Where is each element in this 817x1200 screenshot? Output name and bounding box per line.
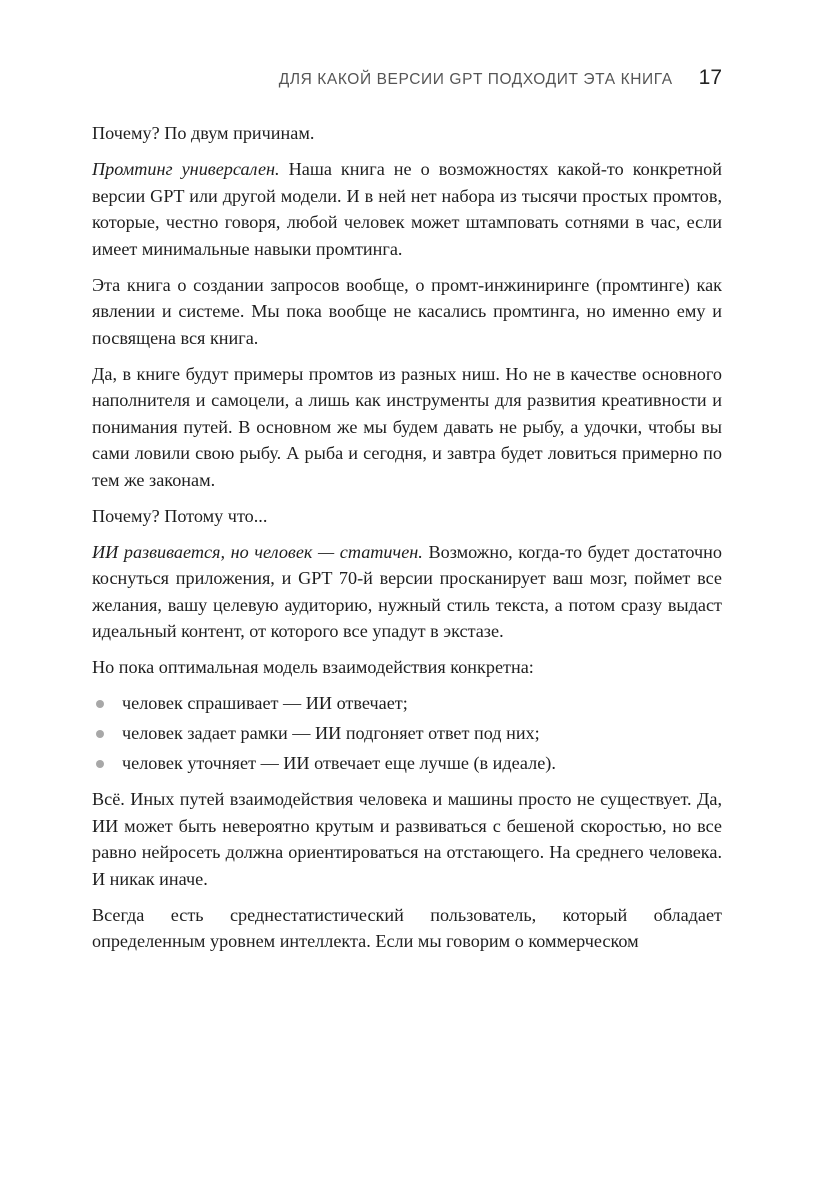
paragraph-3: Эта книга о создании запросов вообще, о промт-инжиниринге (промтинге) как явлении и системе. Мы пока вообще не касались промтинга, но именно ему и посвящена вся книга. (92, 274, 722, 348)
paragraph-1: Почему? По двум причинам. (92, 123, 315, 143)
page-number: 17 (698, 66, 722, 89)
paragraph-6-lead: ИИ развивается, но человек — статичен. (92, 541, 423, 562)
bullet-text: человек задает рамки — ИИ подгоняет ответ под них; (122, 723, 540, 743)
bullet-list (92, 690, 722, 777)
paragraph-7: Но пока оптимальная модель взаимодействия конкретна: (92, 657, 534, 677)
running-title: ДЛЯ КАКОЙ ВЕРСИИ GPT ПОДХОДИТ ЭТА КНИГА (278, 71, 673, 88)
bullet-item (92, 750, 722, 777)
bullet-dot-icon (96, 700, 104, 708)
paragraph-6 (92, 539, 722, 645)
bullet-text: человек спрашивает — ИИ отвечает; (122, 693, 408, 713)
paragraph-2-text: Наша книга не о возможностях какой-то конкретной версии GPT или другой модели. И в ней нет набора из тысячи простых промтов, которые, честно говоря, любой человек может штамповать сотнями в час, если имеет минимальные навыки промтинга. (92, 159, 723, 259)
paragraph-4: Да, в книге будут примеры промтов из разных ниш. Но не в качестве основного наполнителя и самоцели, а лишь как инструменты для развития креативности и понимания путей. В основном же мы будем давать не рыбу, а удочки, чтобы вы сами ловили свою рыбу. А рыба и сегодня, и завтра будет ловиться примерно по тем же законам. (92, 363, 722, 490)
bullet-dot-icon (96, 730, 104, 738)
paragraph-2 (92, 156, 722, 262)
paragraph-5: Почему? Потому что... (92, 505, 268, 526)
running-header (92, 66, 722, 96)
paragraph-2-lead: Промтинг универсален. (92, 159, 280, 179)
paragraph-8: Всё. Иных путей взаимодействия человека и машины просто не существует. Да, ИИ может быть невероятно крутым и развиваться с бешеной скоростью, но все равно нейросеть должна ориентироваться на отстающего. На среднего человека. И никак иначе. (92, 789, 722, 889)
bullet-text: человек уточняет — ИИ отвечает еще лучше (в идеале). (122, 753, 556, 773)
bullet-item (92, 720, 722, 747)
bullet-dot-icon (96, 760, 104, 768)
page-body (92, 120, 722, 955)
paragraph-9: Всегда есть среднестатистический пользователь, который обладает определенным уровнем интеллекта. Если мы говорим о коммерческом (92, 904, 722, 951)
bullet-item (92, 690, 722, 717)
paragraph-6-text: Возможно, когда-то будет достаточно коснуться приложения, и GPT 70-й версии просканирует ваш мозг, поймет все желания, вашу целевую аудиторию, нужный стиль текста, а потом сразу выдаст идеальный контент, от которого все упадут в экстазе. (92, 541, 722, 641)
